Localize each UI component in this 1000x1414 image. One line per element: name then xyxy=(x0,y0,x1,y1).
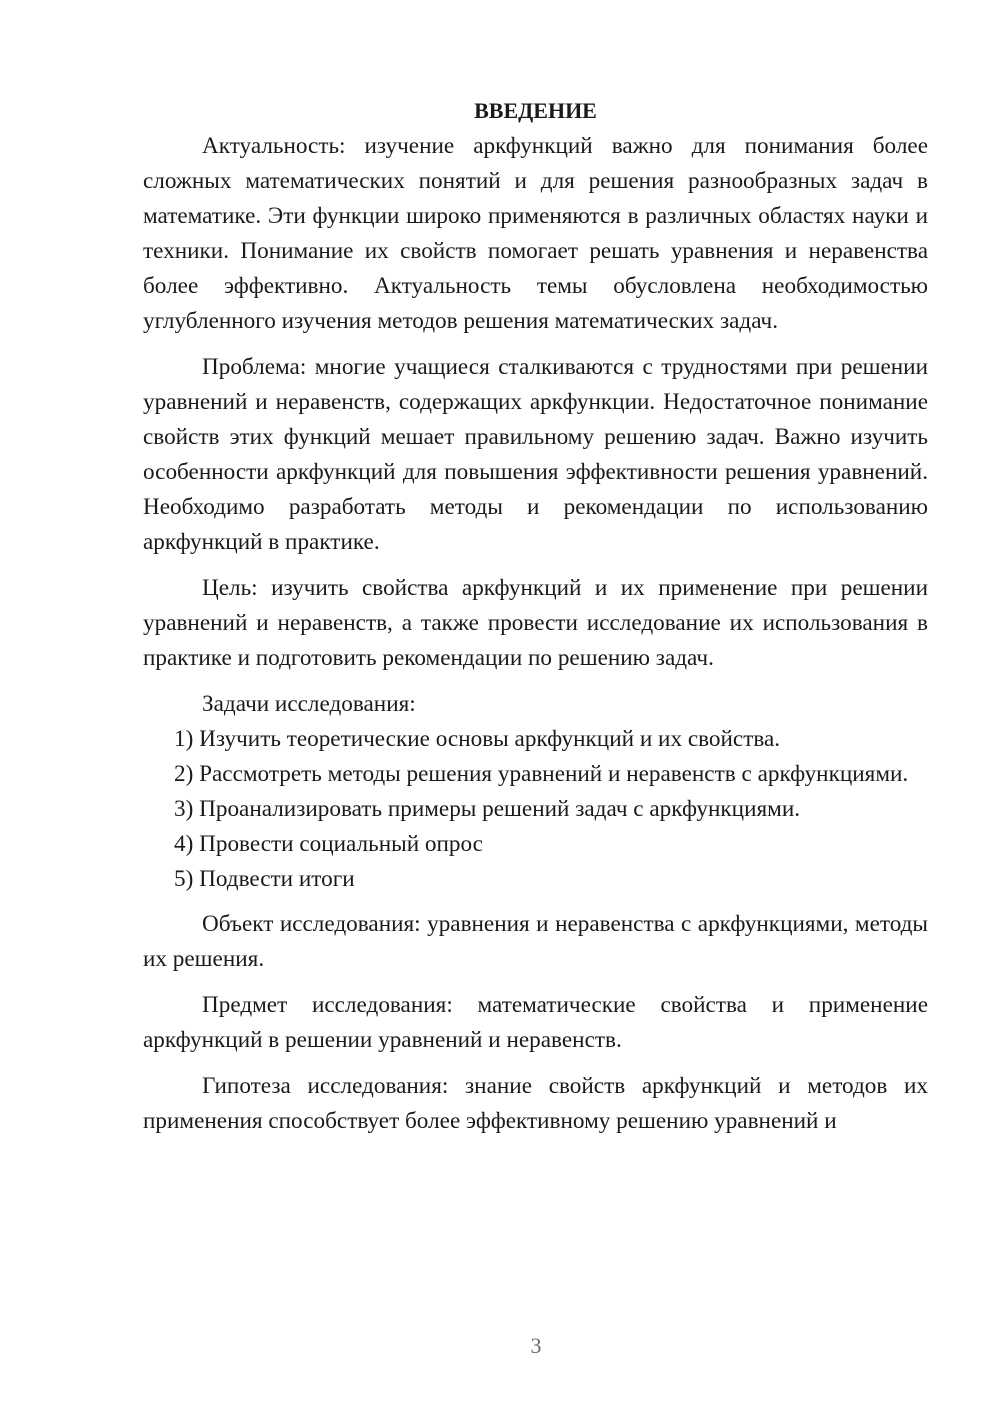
tasks-title: Задачи исследования: xyxy=(202,691,416,717)
task-item-5: 5) Подвести итоги xyxy=(174,866,355,892)
page-content xyxy=(143,93,928,1139)
paragraph-object: Объект исследования: уравнения и неравенства с аркфункциями, методы их решения. xyxy=(143,911,928,972)
page-number: 3 xyxy=(530,1333,542,1358)
task-item-3: 3) Проанализировать примеры решений задач с аркфункциями. xyxy=(174,796,801,822)
task-item-4: 4) Провести социальный опрос xyxy=(174,831,483,857)
paragraph-subject: Предмет исследования: математические свойства и применение аркфункций в решении уравнений и неравенств. xyxy=(143,992,928,1053)
paragraph-problem: Проблема: многие учащиеся сталкиваются с трудностями при решении уравнений и неравенств, содержащих аркфункции. Недостаточное понимание свойств этих функций мешает правильному решению задач. Важно изучить особенности аркфункций для повышения эффективности решения уравнений. Необходимо разработать методы и рекомендации по использованию аркфункций в практике. xyxy=(143,354,928,555)
paragraph-hypothesis: Гипотеза исследования: знание свойств аркфункций и методов их применения способствует более эффективному решению уравнений и xyxy=(143,1073,928,1134)
paragraph-relevance: Актуальность: изучение аркфункций важно для понимания более сложных математических понятий и для решения разнообразных задач в математике. Эти функции широко применяются в различных областях науки и техники. Понимание их свойств помогает решать уравнения и неравенства более эффективно. Актуальность темы обусловлена необходимостью углубленного изучения методов решения математических задач. xyxy=(143,133,928,334)
paragraph-goal: Цель: изучить свойства аркфункций и их применение при решении уравнений и неравенств, а также провести исследование их использования в практике и подготовить рекомендации по решению задач. xyxy=(143,575,928,671)
section-heading: ВВЕДЕНИЕ xyxy=(474,98,597,123)
task-item-1: 1) Изучить теоретические основы аркфункций и их свойства. xyxy=(174,726,781,752)
task-item-2: 2) Рассмотреть методы решения уравнений и неравенств с аркфункциями. xyxy=(174,761,909,787)
